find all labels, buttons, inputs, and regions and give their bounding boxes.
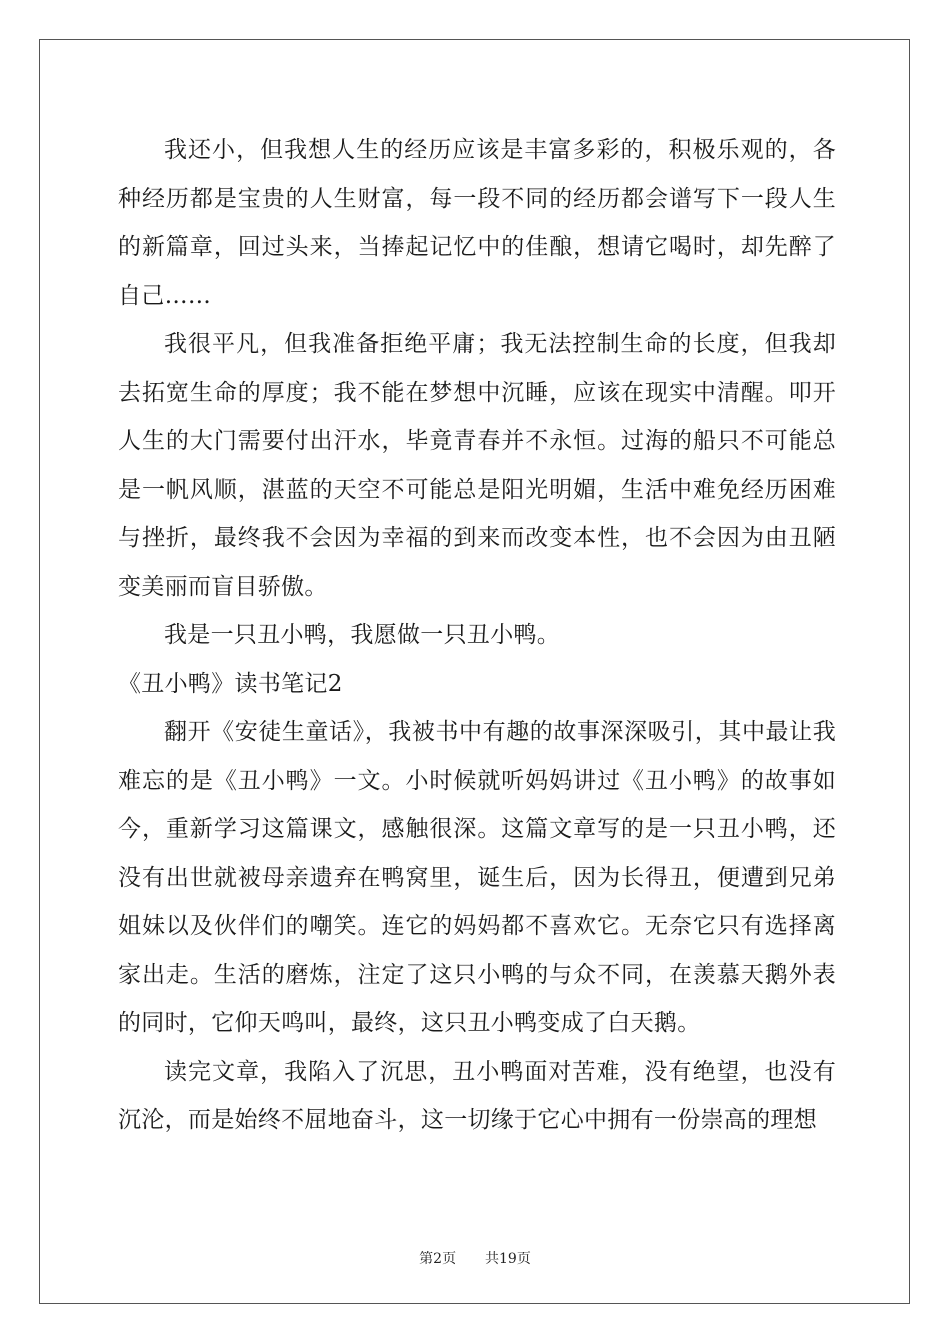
page-total: 共19页 xyxy=(485,1251,531,1267)
paragraph-3: 我是一只丑小鸭，我愿做一只丑小鸭。 xyxy=(164,622,561,648)
paragraph-2: 我很平凡，但我准备拒绝平庸；我无法控制生命的长度，但我却去拓宽生命的厚度；我不能在梦想中沉睡，应该在现实中清醒。叩开人生的大门需要付出汗水，毕竟青春并不永恒。过海的船只不可能总是一帆风顺，湛蓝的天空不可能总是阳光明媚，生活中难免经历困难与挫折，最终我不会因为幸福的到来而改变本性，也不会因为由丑陋变美丽而盲目骄傲。 xyxy=(118,331,836,600)
paragraph-1: 我还小，但我想人生的经历应该是丰富多彩的，积极乐观的，各种经历都是宝贵的人生财富，每一段不同的经历都会谱写下一段人生的新篇章，回过头来，当捧起记忆中的佳酿，想请它喝时，却先醉了自己…… xyxy=(118,137,836,309)
page-footer xyxy=(0,1248,950,1268)
paragraph-4: 翻开《安徒生童话》，我被书中有趣的故事深深吸引，其中最让我难忘的是《丑小鸭》一文。小时候就听妈妈讲过《丑小鸭》的故事如今，重新学习这篇课文，感触很深。这篇文章写的是一只丑小鸭，还没有出世就被母亲遗弃在鸭窝里，诞生后，因为长得丑，便遭到兄弟姐妹以及伙伴们的嘲笑。连它的妈妈都不喜欢它。无奈它只有选择离家出走。生活的磨炼，注定了这只小鸭的与众不同，在羡慕天鹅外表的同时，它仰天鸣叫，最终，这只丑小鸭变成了白天鹅。 xyxy=(118,719,836,1036)
paragraph-5: 读完文章，我陷入了沉思，丑小鸭面对苦难，没有绝望，也没有沉沦，而是始终不屈地奋斗，这一切缘于它心中拥有一份崇高的理想 xyxy=(118,1058,836,1133)
document-body xyxy=(118,126,836,1145)
page-number: 第2页 xyxy=(419,1251,457,1267)
section-heading: 《丑小鸭》读书笔记2 xyxy=(118,670,343,697)
